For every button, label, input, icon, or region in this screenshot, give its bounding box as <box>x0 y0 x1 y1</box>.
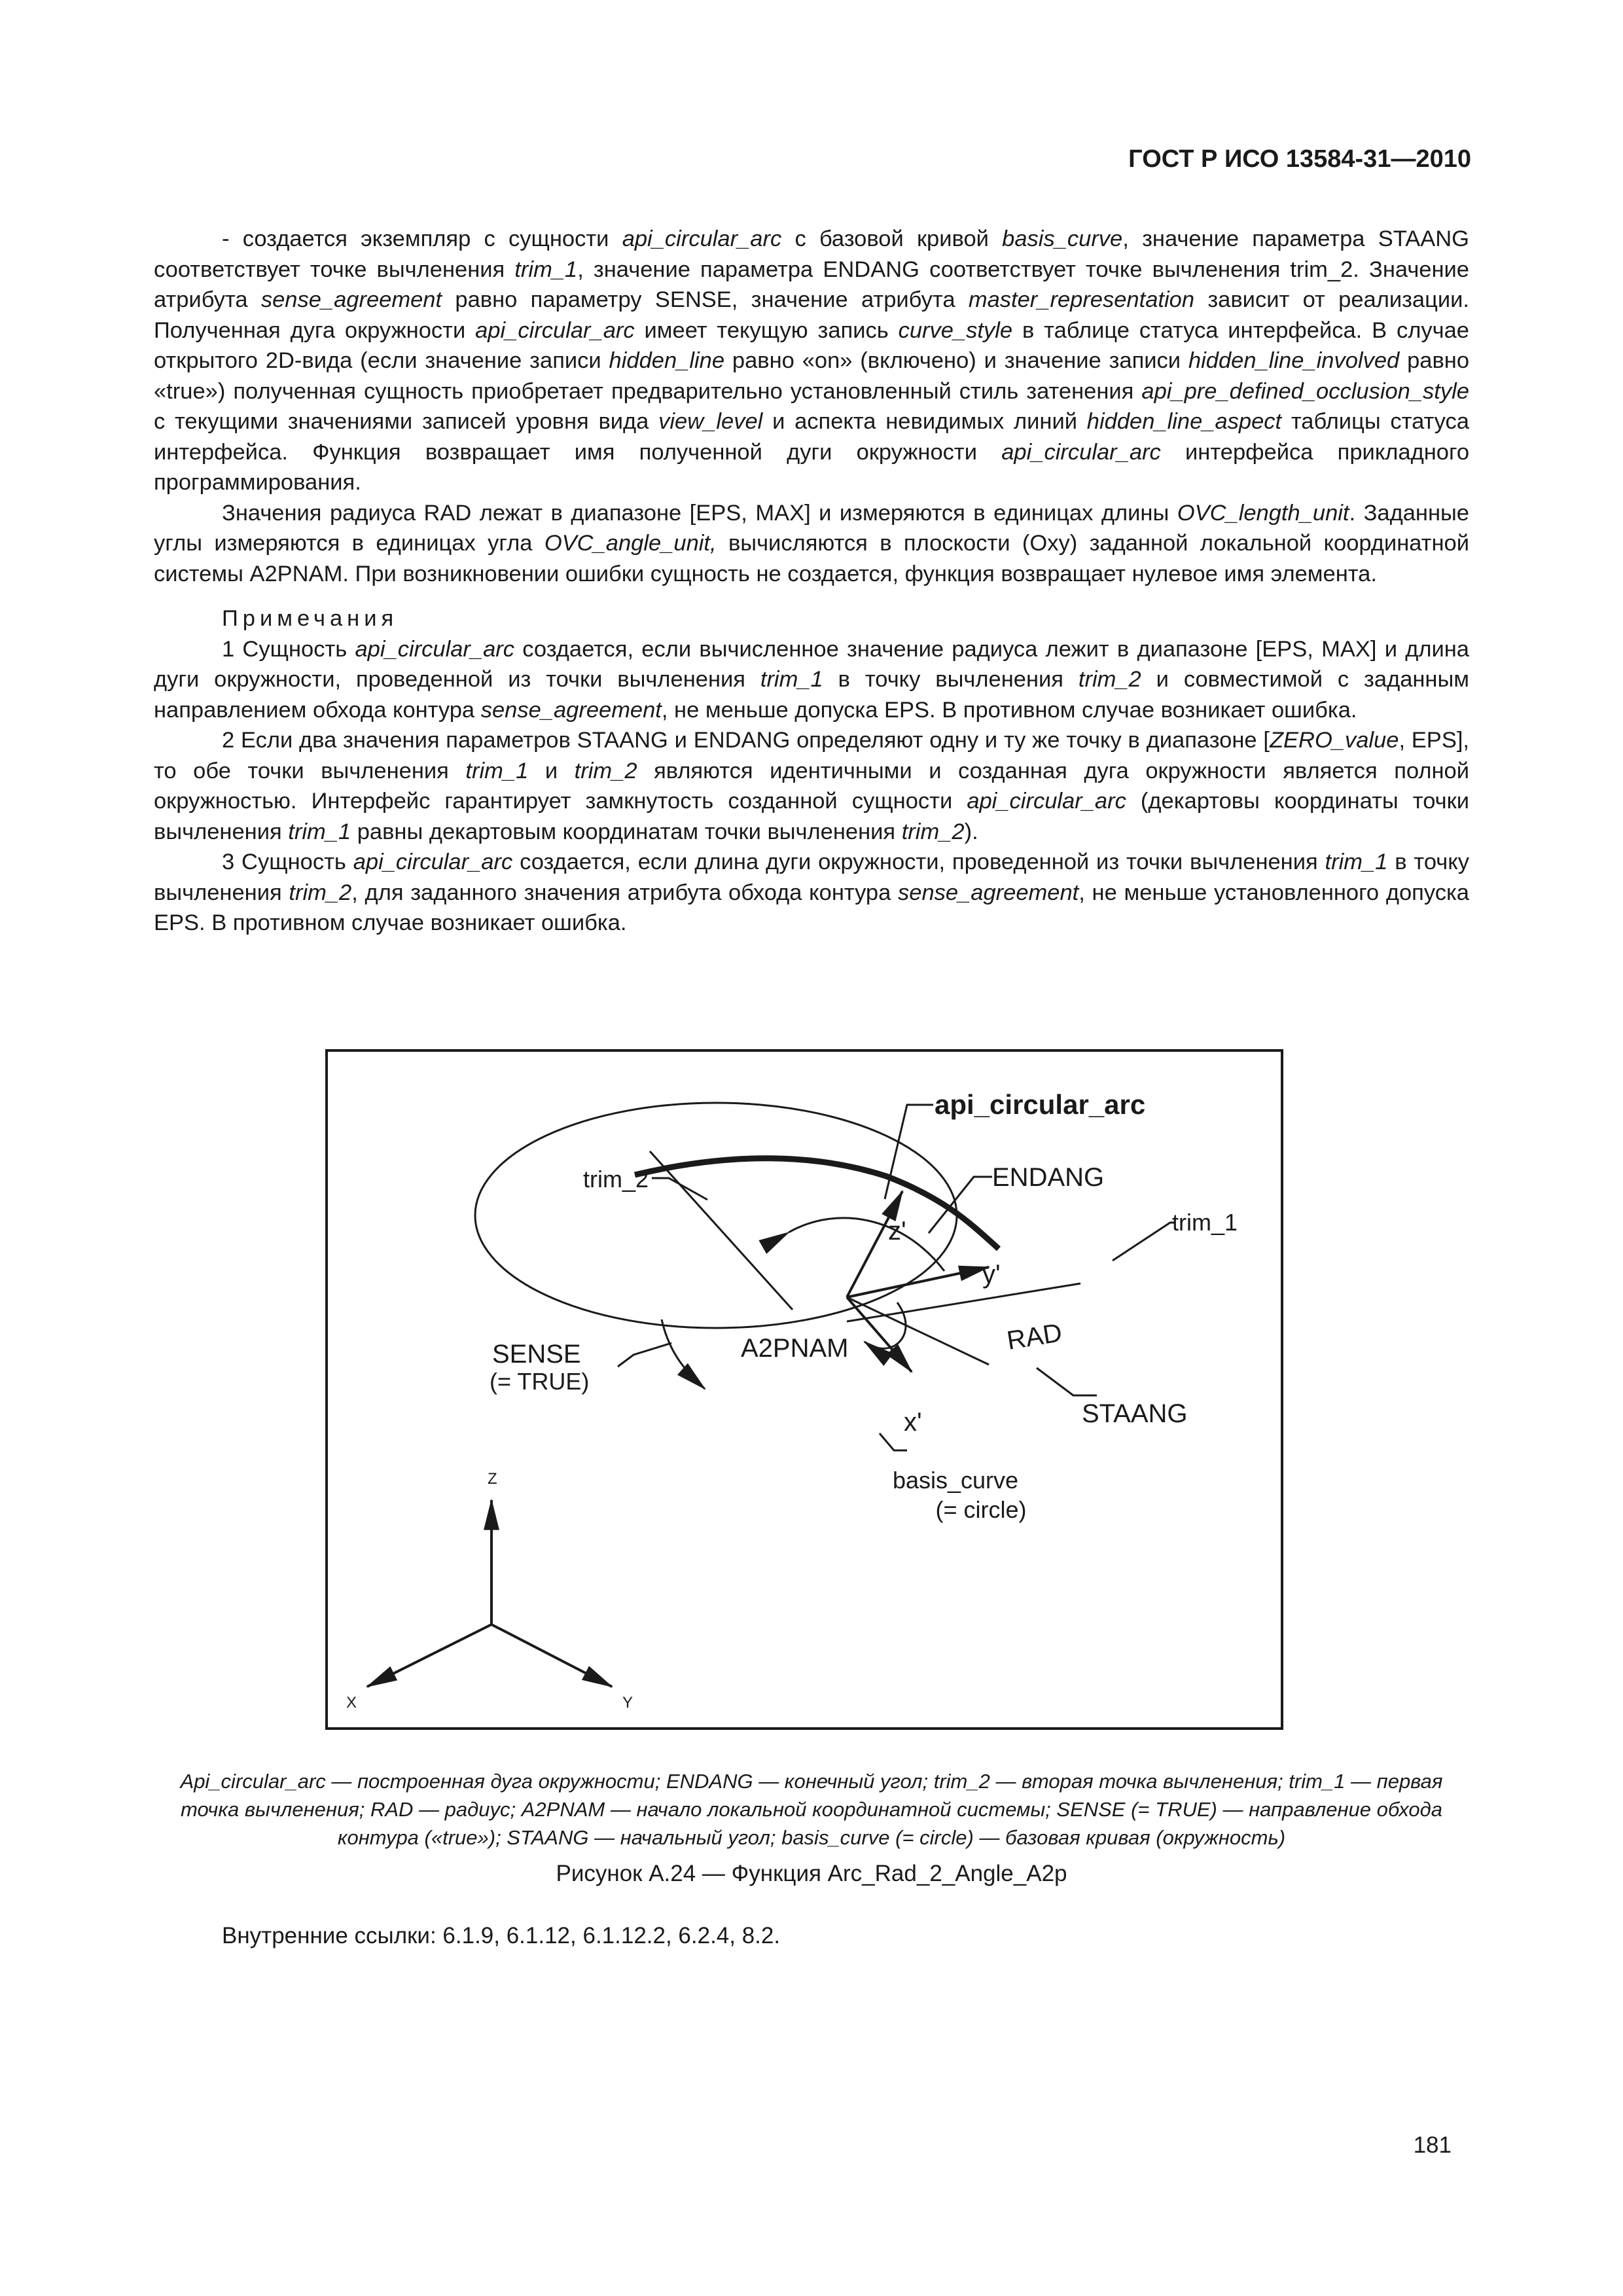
figure-frame <box>325 1049 1283 1730</box>
internal-references: Внутренние ссылки: 6.1.9, 6.1.12, 6.1.12.2, 6.2.4, 8.2. <box>222 1923 781 1948</box>
label-trim-2: trim_2 <box>583 1166 649 1193</box>
leader-trim-2 <box>652 1178 707 1200</box>
y-prime-arrow <box>847 1267 989 1297</box>
notes-title: Примечания <box>222 606 399 631</box>
sense-arrow <box>662 1319 705 1389</box>
label-sense-value: (= TRUE) <box>490 1368 590 1395</box>
note-item: 3 Сущность api_circular_arc создается, если длина дуги окружности, проведенной из точки вычленения trim_1 в точку вычленения trim_2, для заданного значения атрибута обхода контура sense_agreement, не меньше установленного допуска EPS. В противном случае возникает ошибка. <box>154 850 1469 935</box>
label-rad: RAD <box>1005 1318 1064 1355</box>
figure-legend: Api_circular_arc — построенная дуга окружности; ENDANG — конечный угол; trim_2 — вторая точка вычленения; trim_1 — первая точка вычленения; RAD — радиус; A2PNAM — начало локальной координатной системы; SENSE (= TRUE) — направление обхода контура («true»); STAANG — начальный угол; basis_curve (= circle) — базовая кривая (окружность) <box>180 1770 1443 1849</box>
label-axis-y: Y <box>622 1694 633 1712</box>
label-a2pnam: A2PNAM <box>741 1334 849 1363</box>
label-basis-curve-value: (= circle) <box>935 1496 1027 1523</box>
label-basis-curve: basis_curve <box>892 1467 1019 1494</box>
label-trim-1: trim_1 <box>1172 1209 1238 1236</box>
label-axis-x: X <box>346 1694 357 1712</box>
axis-y-arrow <box>491 1624 612 1687</box>
label-y-prime: y' <box>982 1260 1001 1289</box>
label-endang: ENDANG <box>992 1163 1105 1192</box>
axis-x-arrow <box>367 1624 491 1687</box>
label-api-circular-arc: api_circular_arc <box>935 1089 1146 1120</box>
trim-2-line <box>650 1151 793 1310</box>
page-number: 181 <box>1413 2132 1452 2158</box>
leader-trim-1 <box>1113 1223 1175 1261</box>
leader-endang <box>929 1177 992 1233</box>
leader-sense <box>618 1343 671 1367</box>
label-sense: SENSE <box>492 1340 581 1369</box>
basis-curve-ellipse <box>475 1103 957 1328</box>
staang-line <box>847 1297 989 1365</box>
note-item: 2 Если два значения параметров STAANG и ENDANG определяют одну и ту же точку в диапазоне [ZERO_value, EPS], то обе точки вычленения trim_1 и trim_2 являются идентичными и созданная дуга окружности является полной окружностью. Интерфейс гарантирует замкнутость созданной сущности api_circular_arc (декартовы координаты точки вычленения trim_1 равны декартовым координатам точки вычленения trim_2). <box>154 728 1470 844</box>
label-x-prime: x' <box>904 1408 922 1437</box>
figure-diagram <box>328 1052 1286 1732</box>
body-text <box>154 224 1469 939</box>
note-item: 1 Сущность api_circular_arc создается, если вычисленное значение радиуса лежит в диапазоне [EPS, MAX] и длина дуги окружности, проведенной из точки вычленения trim_1 в точку вычленения trim_2 и совместимой с заданным направлением обхода контура sense_agreement, не меньше допуска EPS. В противном случае возникает ошибка. <box>154 636 1470 723</box>
label-axis-z: Z <box>488 1470 497 1488</box>
circular-arc-bold <box>635 1158 999 1249</box>
figure-caption: Рисунок А.24 — Функция Arc_Rad_2_Angle_A2p <box>556 1861 1067 1886</box>
leader-staang <box>1037 1368 1097 1395</box>
label-staang: STAANG <box>1082 1399 1188 1428</box>
document-header: ГОСТ Р ИСО 13584-31—2010 <box>1128 145 1471 173</box>
leader-basis-curve <box>880 1433 907 1450</box>
label-z-prime: z' <box>888 1217 906 1246</box>
paragraph: - создается экземпляр с сущности api_circular_arc с базовой кривой basis_curve, значение параметра STAANG соответствует точке вычленения trim_1, значение параметра ENDANG соответствует точке вычленения trim_2. Значение атрибута sense_agreement равно параметру SENSE, значение атрибута master_representation зависит от реализации. Полученная дуга окружности api_circular_arc имеет текущую запись curve_style в таблице статуса интерфейса. В случае открытого 2D-вида (если значение записи hidden_line равно «on» (включено) и значение записи hidden_line_involved равно «true») полученная сущность приобретает предварительно установленный стиль затенения api_pre_defined_occlusion_style с текущими значениями записей уровня вида view_level и аспекта невидимых линий hidden_line_aspect таблицы статуса интерфейса. Функция возвращает имя полученной дуги окружности api_circular_arc интерфейса прикладного программирования. <box>154 226 1470 495</box>
endang-angle-arc <box>789 1218 944 1271</box>
paragraph: Значения радиуса RAD лежат в диапазоне [EPS, MAX] и измеряются в единицах длины OVC_length_unit. Заданные углы измеряются в единицах угла OVC_angle_unit, вычисляются в плоскости (Oxy) заданной локальной координатной системы A2PNAM. При возникновении ошибки сущность не создается, функция возвращает нулевое имя элемента. <box>154 500 1469 586</box>
